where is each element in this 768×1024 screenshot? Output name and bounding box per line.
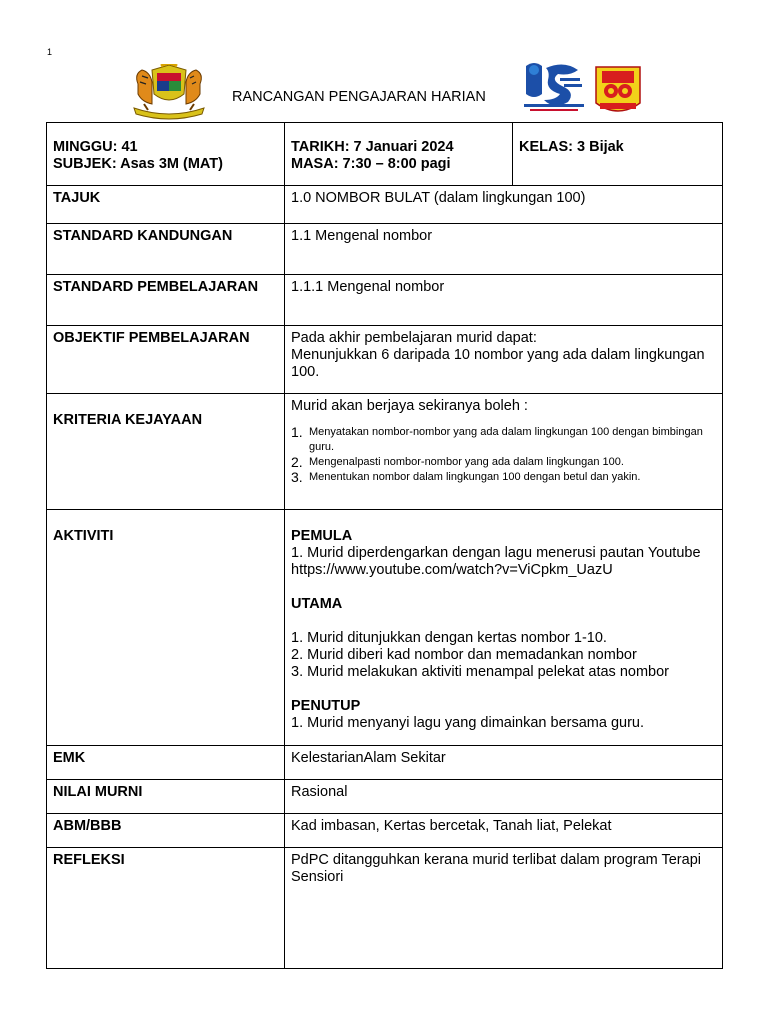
tajuk-value: 1.0 NOMBOR BULAT (dalam lingkungan 100) <box>285 186 723 224</box>
list-item <box>291 425 716 455</box>
week-label: MINGGU: 41 <box>53 139 138 155</box>
row-label: ABM/BBB <box>47 814 285 848</box>
standard-kandungan-value: 1.1 Mengenal nombor <box>285 224 723 275</box>
refleksi-value: PdPC ditangguhkan kerana murid terlibat dalam program Terapi Sensiori <box>285 848 723 969</box>
utama-heading: UTAMA <box>291 596 343 612</box>
nilai-value: Rasional <box>285 780 723 814</box>
row-label: AKTIVITI <box>47 510 285 746</box>
standard-kandungan-row <box>47 224 723 275</box>
subject-label: SUBJEK: Asas 3M (MAT) <box>53 156 223 172</box>
emk-row <box>47 746 723 780</box>
penutup-item: 1. Murid menyanyi lagu yang dimainkan bersama guru. <box>291 715 645 731</box>
row-label: TAJUK <box>47 186 285 224</box>
coat-of-arms-logo <box>130 64 208 120</box>
row-label: REFLEKSI <box>47 848 285 969</box>
list-number: 2. <box>291 454 303 470</box>
date-label: TARIKH: 7 Januari 2024 <box>291 139 454 155</box>
emk-value: KelestarianAlam Sekitar <box>285 746 723 780</box>
list-text: Mengenalpasti nombor-nombor yang ada dalam lingkungan 100. <box>309 456 624 468</box>
objektif-line: Menunjukkan 6 daripada 10 nombor yang ada dalam lingkungan 100. <box>291 347 705 380</box>
school-logo <box>594 63 642 117</box>
abm-row <box>47 814 723 848</box>
list-item <box>291 470 716 485</box>
list-number: 1. <box>291 424 303 440</box>
utama-item: 2. Murid diberi kad nombor dan memadankan nombor <box>291 647 637 663</box>
nilai-row <box>47 780 723 814</box>
objektif-value <box>285 326 723 394</box>
tajuk-row <box>47 186 723 224</box>
date-time-cell <box>285 123 513 186</box>
document-title: RANCANGAN PENGAJARAN HARIAN <box>232 89 486 105</box>
row-label: STANDARD PEMBELAJARAN <box>47 275 285 326</box>
row-label: KRITERIA KEJAYAAN <box>47 394 285 510</box>
class-cell <box>513 123 723 186</box>
objektif-row <box>47 326 723 394</box>
objektif-line: Pada akhir pembelajaran murid dapat: <box>291 330 537 346</box>
kriteria-list <box>291 425 716 485</box>
kriteria-row <box>47 394 723 510</box>
kriteria-intro: Murid akan berjaya sekiranya boleh : <box>291 398 528 414</box>
row-label: STANDARD KANDUNGAN <box>47 224 285 275</box>
pemula-heading: PEMULA <box>291 528 353 544</box>
page-number: 1 <box>47 47 53 57</box>
standard-pembelajaran-value: 1.1.1 Mengenal nombor <box>285 275 723 326</box>
utama-item: 3. Murid melakukan aktiviti menampal pelekat atas nombor <box>291 664 669 680</box>
standard-pembelajaran-row <box>47 275 723 326</box>
refleksi-row <box>47 848 723 969</box>
list-item <box>291 455 716 470</box>
kriteria-value <box>285 394 723 510</box>
class-label: KELAS: 3 Bijak <box>519 139 624 155</box>
row-label: EMK <box>47 746 285 780</box>
penutup-heading: PENUTUP <box>291 698 361 714</box>
row-label: OBJEKTIF PEMBELAJARAN <box>47 326 285 394</box>
list-text: Menentukan nombor dalam lingkungan 100 dengan betul dan yakin. <box>309 471 641 483</box>
info-row <box>47 123 723 186</box>
list-number: 3. <box>291 469 303 485</box>
district-logo <box>520 60 588 114</box>
aktiviti-row <box>47 510 723 746</box>
week-subject-cell <box>47 123 285 186</box>
abm-value: Kad imbasan, Kertas bercetak, Tanah liat, Pelekat <box>285 814 723 848</box>
time-label: MASA: 7:30 – 8:00 pagi <box>291 156 451 172</box>
lesson-plan-table <box>46 122 723 969</box>
utama-item: 1. Murid ditunjukkan dengan kertas nombor 1-10. <box>291 630 607 646</box>
aktiviti-value <box>285 510 723 746</box>
pemula-item: 1. Murid diperdengarkan dengan lagu menerusi pautan Youtube https://www.youtube.com/watch?v=ViCpkm_UazU <box>291 545 701 578</box>
list-text: Menyatakan nombor-nombor yang ada dalam lingkungan 100 dengan bimbingan guru. <box>309 426 703 453</box>
row-label: NILAI MURNI <box>47 780 285 814</box>
document-header <box>0 60 768 120</box>
